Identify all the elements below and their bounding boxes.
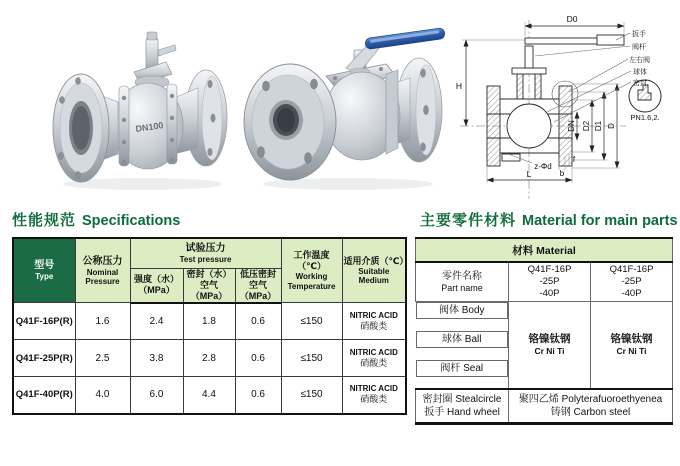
header-temp-en2: Temperature xyxy=(287,281,336,291)
table-row xyxy=(13,303,406,340)
cell-seal: 2.8 xyxy=(183,340,235,377)
table-row xyxy=(416,389,673,424)
header-type-en: Type xyxy=(35,272,54,282)
cell-medium-en: NITRIC ACID xyxy=(349,310,398,320)
bore-hole xyxy=(72,106,90,150)
value-crniti-col2 xyxy=(591,302,673,389)
crniti-zh: 铬镍钛钢 xyxy=(610,333,653,346)
header-low-pressure-seal xyxy=(235,268,281,303)
bolt xyxy=(122,140,126,144)
cell-temp: ≤150 xyxy=(281,377,342,414)
header-suitable-medium xyxy=(342,238,409,303)
body-casting-marking: DN100 xyxy=(134,120,165,134)
model-col2-l1: Q41F-16P xyxy=(609,264,654,275)
bolt xyxy=(170,138,174,142)
stem-nut xyxy=(147,32,157,40)
header-model-col2 xyxy=(591,262,673,302)
bore-hole-inner xyxy=(277,108,295,132)
table-row xyxy=(13,340,406,377)
header-test-pressure xyxy=(130,238,281,268)
bolt-hole xyxy=(208,80,213,88)
cell-strength: 6.0 xyxy=(130,377,183,414)
bolt xyxy=(379,67,383,71)
bolt-hole xyxy=(420,69,426,78)
material-table xyxy=(415,237,673,425)
bolt-hole xyxy=(208,148,213,156)
material-title-zh: 主要零件材料 xyxy=(420,212,517,229)
header-medium-en2: Medium xyxy=(358,276,389,285)
spec-section-title xyxy=(12,209,180,230)
ptfe-label: 聚四乙烯 Polyterafuoroethyenea xyxy=(518,393,663,405)
bolt-hole xyxy=(60,97,65,104)
crniti-en: Cr Ni Ti xyxy=(616,346,647,357)
side-bracket xyxy=(386,70,398,154)
header-low-l1: 低压密封 xyxy=(240,268,277,279)
dim-h: H xyxy=(455,81,463,91)
table-row xyxy=(416,302,673,331)
bolt-hole xyxy=(423,105,429,115)
cell-temp: ≤150 xyxy=(281,340,342,377)
header-medium-en1: Suitable xyxy=(358,266,390,276)
row-body: 阀体 Body xyxy=(416,302,509,319)
row-ball: 球体 Ball xyxy=(416,331,509,348)
header-seal-l1: 密封（水） xyxy=(186,268,232,279)
crniti-zh: 铬镍钛钢 xyxy=(528,333,571,346)
dimension-lines xyxy=(462,22,624,183)
header-part-name xyxy=(416,262,509,302)
cell-type: Q41F-40P(R) xyxy=(13,377,75,414)
bolt-hole xyxy=(258,147,265,158)
left-valve-photo xyxy=(48,14,238,196)
cell-nominal: 4.0 xyxy=(75,377,130,414)
cell-medium-en: NITRIC ACID xyxy=(349,384,398,394)
cell-medium xyxy=(342,377,406,414)
dim-zphid: z-Φd xyxy=(534,162,552,171)
spec-table xyxy=(12,237,407,415)
model-col1-l3: -40P xyxy=(539,288,560,299)
value-crniti-col1 xyxy=(509,302,591,389)
cell-medium-zh: 硝酸类 xyxy=(360,394,388,405)
blue-handle xyxy=(365,28,446,50)
right-valve-photo xyxy=(238,12,448,194)
bolt xyxy=(170,116,174,120)
cell-medium xyxy=(342,303,406,340)
cell-type: Q41F-16P(R) xyxy=(13,303,75,340)
label-stem: 阀杆 xyxy=(632,44,646,51)
bolt-hole xyxy=(305,153,312,164)
table-row xyxy=(416,262,673,302)
label-handle: 扳手 xyxy=(632,31,646,38)
bolt-hole xyxy=(420,143,426,152)
bolt-hole xyxy=(59,153,64,160)
bolt xyxy=(122,96,126,100)
header-model-col1 xyxy=(509,262,591,302)
dim-b: b xyxy=(559,169,565,178)
cell-nominal: 2.5 xyxy=(75,340,130,377)
header-test-zh: 试验压力 xyxy=(185,243,226,254)
cell-strength: 3.8 xyxy=(130,340,183,377)
dim-dn: DN xyxy=(567,120,576,132)
bolt-hole xyxy=(263,81,270,91)
material-title-en: Material for main parts xyxy=(522,213,678,229)
lock-tab xyxy=(158,45,176,56)
cell-type: Q41F-25P(R) xyxy=(13,340,75,377)
dim-d2: D2 xyxy=(582,120,591,132)
header-strength-l2: （MPa） xyxy=(138,285,175,295)
cell-medium xyxy=(342,340,406,377)
header-type-zh: 型号 xyxy=(34,260,55,272)
hand-wheel-label: 扳手 Hand wheel xyxy=(424,406,500,418)
cell-low: 0.6 xyxy=(235,340,281,377)
crniti-en: Cr Ni Ti xyxy=(534,346,565,357)
cell-medium-en: NITRIC ACID xyxy=(349,347,398,357)
bolt-hole xyxy=(76,78,81,85)
cell-low: 0.6 xyxy=(235,303,281,340)
cell-temp: ≤150 xyxy=(281,303,342,340)
model-col2-l2: -25P xyxy=(621,276,642,287)
label-lr-body: 左右阀 xyxy=(629,57,650,64)
part-name-en: Part name xyxy=(441,283,483,293)
cell-nominal: 1.6 xyxy=(75,303,130,340)
bolt xyxy=(333,76,337,80)
row-stem: 阀杆 Seal xyxy=(416,360,509,377)
value-seal-handwheel xyxy=(509,389,673,424)
bolt xyxy=(122,160,126,164)
header-strength xyxy=(130,268,183,303)
dim-d: D xyxy=(607,123,616,129)
label-ball: 球体 xyxy=(633,69,647,76)
cell-medium-zh: 硝酸类 xyxy=(360,357,388,368)
cell-seal: 1.8 xyxy=(183,303,235,340)
header-seal xyxy=(183,268,235,303)
header-nominal-pressure xyxy=(75,238,130,303)
carbon-steel-label: 铸钢 Carbon steel xyxy=(550,406,631,418)
spec-title-zh: 性能规范 xyxy=(12,212,77,229)
header-temp-en1: Working xyxy=(295,272,328,281)
cell-medium-zh: 硝酸类 xyxy=(360,320,388,331)
bolt-hole xyxy=(311,79,318,89)
row-seal-handwheel xyxy=(416,389,509,424)
cell-strength: 2.4 xyxy=(130,303,183,340)
header-working-temperature xyxy=(281,238,342,303)
model-col1-l1: Q41F-16P xyxy=(527,264,572,275)
bolt xyxy=(170,158,174,162)
dim-l: L xyxy=(526,169,532,179)
table-row xyxy=(13,377,406,414)
material-section-title xyxy=(420,209,678,230)
detail-pn-label: PN1.6,2. xyxy=(630,113,660,122)
dim-f: f xyxy=(572,155,576,164)
cell-low: 0.6 xyxy=(235,377,281,414)
dim-d0: D0 xyxy=(566,14,578,24)
header-medium-zh: 适用介质（℃） xyxy=(343,255,409,266)
header-nominal-zh: 公称压力 xyxy=(82,255,123,267)
header-nominal-en1: Nominal xyxy=(86,267,119,277)
bolt xyxy=(170,94,174,98)
dim-d1: D1 xyxy=(594,120,603,132)
header-nominal-en2: Pressure xyxy=(85,277,120,286)
bolt-hole xyxy=(76,172,81,179)
model-col1-l2: -25P xyxy=(539,276,560,287)
bolt xyxy=(122,118,126,122)
header-temp-zh: 工作温度（℃） xyxy=(293,250,330,271)
cell-seal: 4.4 xyxy=(183,377,235,414)
material-band: 材料 Material xyxy=(416,238,673,262)
bolt-hole xyxy=(211,114,216,123)
spec-title-en: Specifications xyxy=(82,213,181,229)
valve-cross-section-diagram xyxy=(452,4,680,204)
part-name-zh: 零件名称 xyxy=(442,271,482,282)
header-low-l2: 空气（MPa） xyxy=(239,279,277,301)
header-strength-l1: 强度（水） xyxy=(133,274,179,284)
header-test-en: Test pressure xyxy=(179,255,232,264)
model-col2-l3: -40P xyxy=(621,288,642,299)
header-seal-l2: 空气（MPa） xyxy=(190,279,228,301)
header-type xyxy=(13,238,75,303)
seal-circle-label: 密封圈 Stealcircle xyxy=(422,393,502,405)
label-seal: 密封 xyxy=(633,80,647,87)
